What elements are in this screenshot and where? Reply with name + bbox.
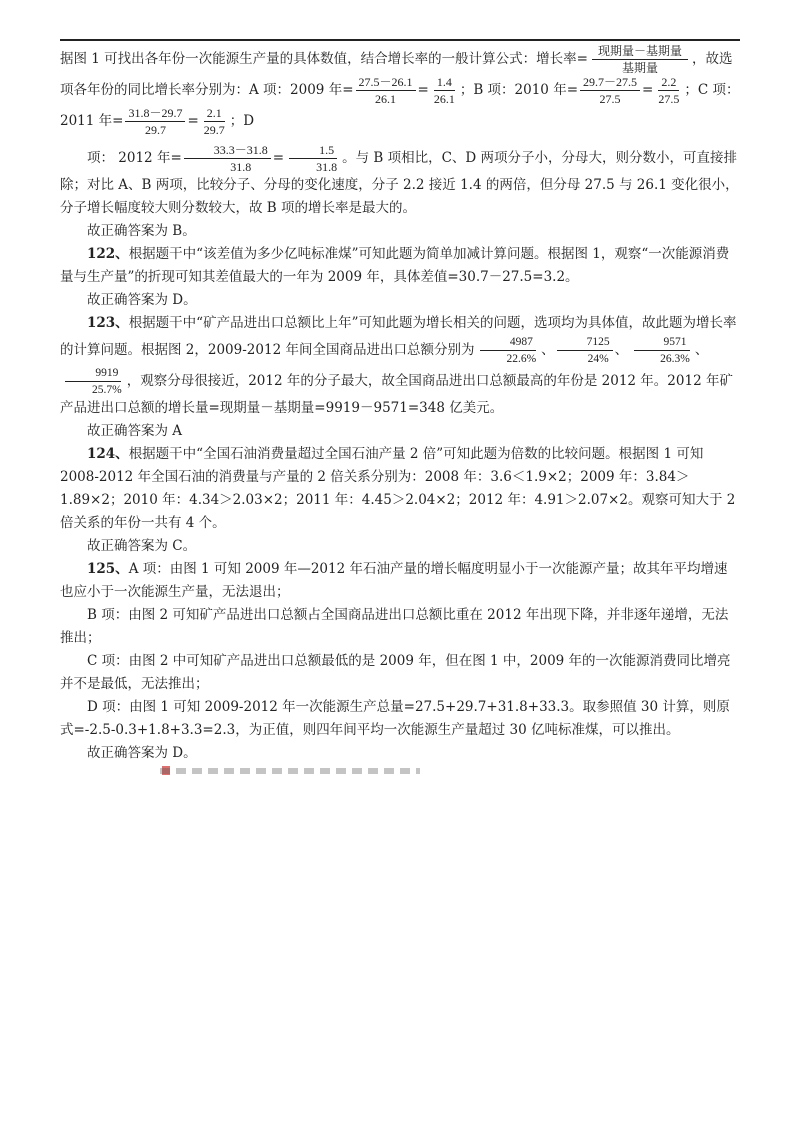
formula-denominator: 基期量 xyxy=(621,61,658,75)
text: ；D xyxy=(229,113,255,129)
text: ，观察分母很接近，2012 年的分子最大，故全国商品进出口总额最高的年份是 2012 年。2012 年矿产品进出口总额的增长量=现期量－基期量=9919－9571=348 亿美元。 xyxy=(60,373,733,416)
denominator: 26.1 xyxy=(375,92,396,106)
question-122 xyxy=(60,243,740,289)
numerator: 27.5－26.1 xyxy=(356,75,416,91)
numerator: 9919 xyxy=(65,366,121,382)
text: 根据题干中“全国石油消费量超过全国石油产量 2 倍”可知此题为倍数的比较问题。根据图 1 可知 2008-2012 年全国石油的消费量与产量的 2 倍关系分别为：2008 年：3.6＜1.9×2；2009 年：3.84＞1.89×2；2010 年：4.34＞2.03×2；2011 年：4.45＞2.04×2；2012 年：4.91＞2.07×2。观察可知大于 2 倍关系的年份一共有 4 个。 xyxy=(60,446,736,531)
fraction xyxy=(286,143,340,174)
numerator: 2.1 xyxy=(204,106,225,122)
denominator: 24% xyxy=(587,353,609,365)
answer-125: 故正确答案为 D。 xyxy=(87,745,197,761)
question-number: 125、 xyxy=(87,561,129,577)
answer-121: 故正确答案为 B。 xyxy=(87,223,196,239)
fraction xyxy=(557,335,613,366)
paragraph-121-part2: 项： 2012 年= $\frac{33.3-31.8}{31.8}$ = $\frac{1.5}{31.8}$ 。与 B 项相比，C、D 两项分子小，分母大，则分数小，可直接排除；对比 A、B 两项，比较分子、分母的变化速度，分子 2.2 接近 1.4 的两倍，但分母 27.5 与 26.1 变化很小，分子增长幅度较大则分数较大，故 B 项的增长率是最大的。 xyxy=(60,143,739,216)
numerator: 9571 xyxy=(634,335,690,351)
text: ，故选项各年份的同比增长率分别为：A 项：2009 年= xyxy=(60,51,733,98)
growth-rate-formula xyxy=(592,44,688,75)
numerator: 1.4 xyxy=(434,75,455,91)
separator: 、 xyxy=(694,342,709,358)
question-125-option-b: B 项：由图 2 可知矿产品进出口总额占全国商品进出口总额比重在 2012 年出现下降，并非逐年递增，无法推出； xyxy=(60,607,729,646)
text: 据图 1 可找出各年份一次能源生产量的具体数值，结合增长率的一般计算公式：增长率= xyxy=(60,51,588,67)
fraction xyxy=(184,143,271,174)
text: ；C 项：2011 年= xyxy=(60,82,740,129)
numerator: 4987 xyxy=(480,335,536,351)
question-number: 124、 xyxy=(87,446,129,462)
answer-122: 故正确答案为 D。 xyxy=(87,292,197,308)
text: 。与 B 项相比，C、D 两项分子小，分母大，则分数小，可直接排除；对比 A、B 两项，比较分子、分母的变化速度，分子 2.2 接近 1.4 的两倍，但分母 27.5 与 26.1 变化很小，分子增长幅度较大则分数较大，故 B 项的增长率是最大的。 xyxy=(60,150,739,216)
denominator: 31.8 xyxy=(230,160,252,174)
question-125-option-a xyxy=(60,558,740,604)
fraction xyxy=(201,106,228,137)
fraction xyxy=(580,75,640,106)
fraction xyxy=(125,106,185,137)
denominator: 27.5 xyxy=(599,92,621,106)
denominator: 31.8 xyxy=(316,160,338,174)
question-125-option-d: D 项：由图 1 可知 2009-2012 年一次能源生产总量=27.5+29.7+31.8+33.3。取参照值 30 计算，则原式=-2.5-0.3+1.8+3.3=2.3，为正值，则四年间平均一次能源生产量超过 30 亿吨标准煤，可以推出。 xyxy=(60,699,730,738)
denominator: 26.1 xyxy=(433,92,455,106)
numerator: 29.7－27.5 xyxy=(580,75,640,91)
numerator: 31.8－29.7 xyxy=(125,106,185,122)
truncated-footer-line xyxy=(160,768,420,774)
question-number: 123、 xyxy=(87,315,129,331)
question-123 xyxy=(60,312,740,420)
text: A 项：由图 1 可知 2009 年—2012 年石油产量的增长幅度明显小于一次能源产量；故其年平均增速也应小于一次能源生产量，无法退出； xyxy=(60,561,728,600)
denominator: 25.7% xyxy=(92,384,122,396)
fraction xyxy=(356,75,416,106)
question-125-option-c: C 项：由图 2 中可知矿产品进出口总额最低的是 2009 年，但在图 1 中，2009 年的一次能源消费同比增亮并不是最低，无法推出； xyxy=(60,653,731,692)
question-124 xyxy=(60,443,740,535)
denominator: 29.7 xyxy=(144,123,166,137)
numerator: 33.3－31.8 xyxy=(184,143,271,159)
formula-numerator: 现期量－基期量 xyxy=(592,44,688,60)
numerator: 1.5 xyxy=(289,143,337,159)
paragraph-121-part1: 据图 1 可找出各年份一次能源生产量的具体数值，结合增长率的一般计算公式：增长率= $\frac{\text{现期量－基期量}}{\text{基期量}}$ ，故选项各年份的同比增长率分别为：A 项：2009 年= $\frac{27.5-26.1}{26.1}$ = $\frac{1.4}{26.1}$ ；B 项：2010 年= $\frac{29.7-27.5}{27.5}$ = $\frac{2.2}{27.5}$ ；C 项：2011 年= $\frac{31.8-29.7}{29.7}$ = $\frac{2.1}{29.7}$ ；D xyxy=(60,44,740,137)
separator: 、 xyxy=(541,342,555,358)
text: ；B 项：2010 年= xyxy=(459,82,578,98)
denominator: 22.6% xyxy=(506,353,537,365)
numerator: 7125 xyxy=(557,335,613,351)
answer-123: 故正确答案为 A xyxy=(87,423,183,439)
fraction xyxy=(431,75,458,106)
fraction xyxy=(476,335,539,366)
denominator: 26.3% xyxy=(660,353,690,365)
text: 根据题干中“矿产品进出口总额比上年”可知此题为增长相关的问题，选项均为具体值，故此题为增长率的计算问题。根据图 2，2009-2012 年间全国商品进出口总额分别为 xyxy=(60,315,737,358)
answer-124: 故正确答案为 C。 xyxy=(87,538,197,554)
text: 项： 2012 年= xyxy=(87,150,182,166)
question-number: 122、 xyxy=(87,246,129,262)
fraction xyxy=(62,366,125,397)
header-rule xyxy=(60,39,740,41)
separator: 、 xyxy=(614,342,629,358)
fraction xyxy=(630,335,693,366)
text: 根据题干中“该差值为多少亿吨标准煤”可知此题为简单加减计算问题。根据图 1，观察“一次能源消费量与生产量”的折现可知其差值最大的一年为 2009 年，具体差值=30.7－27.5=3.2。 xyxy=(60,246,730,285)
denominator: 27.5 xyxy=(658,92,680,106)
fraction xyxy=(655,75,682,106)
answer-explanation-body xyxy=(60,44,740,765)
denominator: 29.7 xyxy=(203,123,225,137)
numerator: 2.2 xyxy=(658,75,679,91)
